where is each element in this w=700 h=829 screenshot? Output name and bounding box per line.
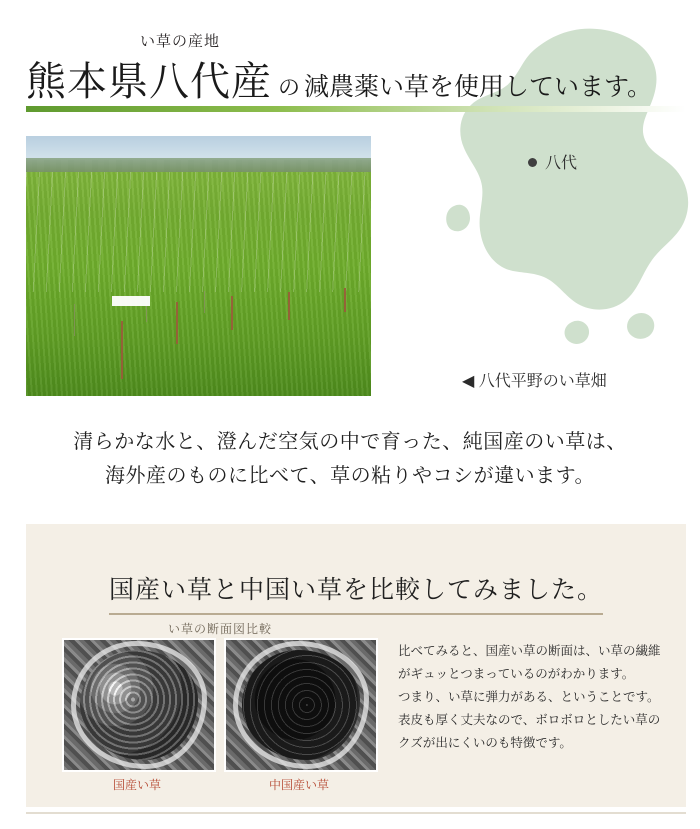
- photo-pole: [121, 321, 123, 379]
- comparison-body-line: 表皮も厚く丈夫なので、ボロボロとしたい草の: [398, 713, 661, 727]
- comparison-body-line: つまり、い草に弾力がある、ということです。: [398, 690, 660, 704]
- igusa-field-photo: [26, 136, 371, 396]
- page-title-main: 熊本県八代産: [26, 59, 272, 104]
- page-title-particle: の: [278, 75, 301, 100]
- comparison-body-text: [398, 640, 668, 755]
- eyebrow-text: い草の産地: [140, 33, 221, 50]
- page-title: [26, 50, 652, 107]
- map-pin-icon: [528, 158, 537, 167]
- comparison-body-line: 比べてみると、国産い草の断面は、い草の繊維: [398, 644, 661, 658]
- title-underline-rule: [26, 106, 686, 112]
- sem-outer-ring: [233, 641, 369, 769]
- photo-corner-notch: [112, 296, 150, 306]
- photo-pole: [288, 292, 290, 320]
- sem-caption-domestic: 国産い草: [112, 778, 161, 792]
- comparison-body-line: クズが出にくいのも特徴です。: [398, 736, 572, 750]
- map-pin-label: 八代: [545, 155, 578, 172]
- photo-caption: ◀ 八代平野のい草畑: [462, 373, 607, 390]
- photo-pole: [344, 288, 346, 312]
- sem-outer-ring: [71, 641, 207, 769]
- sem-caption-chinese: 中国産い草: [268, 778, 329, 792]
- photo-pole: [176, 302, 178, 344]
- lead-line-2: 海外産のものに比べて、草の粘りやコシが違います。: [105, 465, 595, 487]
- comparison-body-line: がギュッとつまっているのがわかります。: [398, 667, 635, 681]
- sem-section-label: い草の断面図比較: [168, 622, 273, 636]
- comparison-title: 国産い草と中国い草を比較してみました。: [109, 570, 603, 615]
- photo-field-rows: [26, 172, 371, 292]
- page-title-rest: 減農薬い草を使用しています。: [304, 74, 653, 101]
- bottom-divider: [26, 812, 686, 814]
- lead-paragraph: [0, 425, 700, 493]
- lead-line-1: 清らかな水と、澄んだ空気の中で育った、純国産のい草は、: [73, 431, 627, 453]
- photo-pole: [231, 296, 233, 330]
- comparison-title-wrap: [81, 570, 631, 615]
- comparison-section: [26, 524, 686, 807]
- photo-pole: [204, 291, 205, 313]
- photo-pole: [74, 304, 75, 336]
- sem-image-chinese: [224, 638, 378, 772]
- sem-image-domestic: [62, 638, 216, 772]
